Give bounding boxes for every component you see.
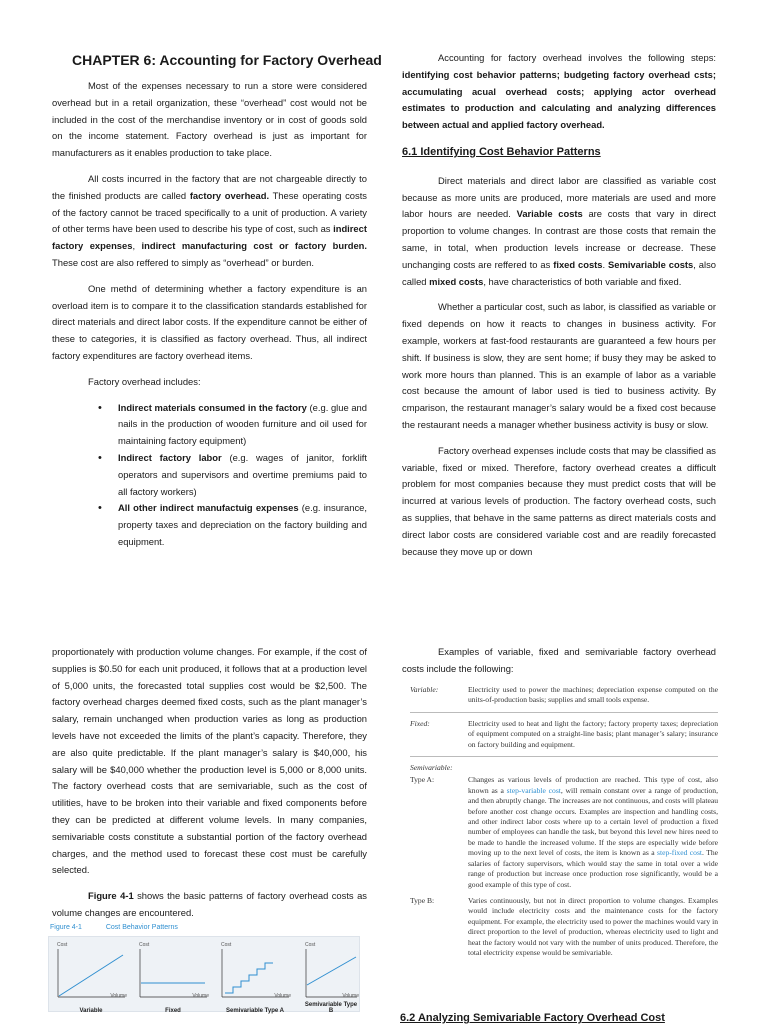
paragraph-classification-method: One methd of determining whether a factory expenditure is an overload item is to compare it to the classification standards established for direct materials and direct labor costs. If the expenditure cannot be either of these to categories, it is classified as factory overhead. Thus, all indirect factory expenditures are factory overhead items. [52, 282, 367, 361]
right-column-top [402, 50, 716, 569]
paragraph-variable-fixed: Direct materials and direct labor are classified as variable cost because as more units are produced, more materials are used and more labor hours are needed. Variable costs are costs that vary in direct proportion to volume changes. In contrast are those costs that remain the same, in total, when production levels increase or decrease. These unchanging costs are reffered to as fixed costs. Semivariable costs, also called mixed costs, have characteristics of both variable and fixed. [402, 174, 717, 287]
divider [410, 712, 718, 713]
paragraph-labor-example: Whether a particular cost, such as labor, is classified as variable or fixed depends on how it reacts to changes in business activity. For example, workers at fast-food restaurants are guaranteed a few hours per shift. If business is slow, they are sent home; if busy they may be asked to work more hours than planned. This is an example of labor as a variable cost because the amount of labor used is tied to business activity. By cmparison, the restaurant manager’s salary would be a fixed cost because the restaurant needs a manager whether business activity is busy or slow. [402, 301, 716, 430]
row-variable [410, 685, 718, 706]
axis-volume-label: Volume [110, 993, 127, 999]
panel-label-fixed: Fixed [165, 1008, 181, 1014]
label-semivariable: Semivariable: [410, 763, 453, 773]
overhead-bullet-list [52, 400, 367, 551]
row-type-a [410, 775, 718, 889]
left-column-bottom [52, 644, 367, 931]
paragraph-figure-reference: Figure 4-1 shows the basic patterns of factory overhead costs as volume changes are encountered. [52, 890, 367, 918]
paragraph-factory-overhead-definition: All costs incurred in the factory that are not chargeable directly to the finished products are called factory overhead. These operating costs of the factory cannot be traced specifically to a unit of production. A variety of other terms have been used to describe his type of cost, such as indirect factory expenses, indirect manufacturing cost or factory burden. These cost are also reffered to simply as “overhead” or burden. [52, 172, 368, 268]
bullet-indirect-labor: • Indirect factory labor (e.g. wages of janitor, forklift operators and supervisors and overtime premiums paid to all factory workers) [88, 450, 367, 500]
panel-semivariable-a [219, 942, 291, 1014]
cost-examples-table [410, 685, 718, 964]
text-fixed: Electricity used to heat and light the factory; factory property taxes; depreciation of equipment computed on a straight-line basis; plant manager’s salary; insurance on factory building and equipment. [468, 718, 718, 749]
axis-cost-label: Cost [57, 942, 68, 948]
figure-caption [50, 924, 200, 931]
figure-title: Cost Behavior Patterns [105, 924, 178, 931]
label-variable: Variable: [410, 685, 439, 694]
label-fixed: Fixed: [410, 718, 430, 728]
left-column-top [52, 78, 367, 551]
panel-label-semivariable-a: Semivariable Type A [225, 1008, 285, 1014]
panel-label-variable: Variable [79, 1008, 103, 1014]
paragraph-examples-intro: Examples of variable, fixed and semivariable factory overhead costs include the following: [402, 646, 716, 674]
panel-semivariable-b [303, 942, 359, 1014]
text-type-b: Varies continuously, but not in direct proportion to volume changes. Examples would include electricity costs and the maintenance costs for the factory equipment. For example, the electricity used to power the machines would vary in direct proportion to the level of production, whereas electricity used to light and heat the factory would not vary with the number of units produced. Therefore, the total electricity expense would be semivariable. [468, 895, 718, 957]
axis-cost-label: Cost [221, 942, 232, 948]
bullet-indirect-materials: • Indirect materials consumed in the factory (e.g. glue and nails in the production of wooden furniture and oil used for maintaining factory equipment) [88, 400, 367, 450]
row-semivariable [410, 763, 718, 773]
cost-behavior-figure [48, 936, 360, 1012]
axis-cost-label: Cost [305, 942, 316, 948]
paragraph-overhead-classification: Factory overhead expenses include costs that may be classified as variable, fixed or mixed. Therefore, factory overhead creates a difficult problem for most companies because they must predict costs that will be incurred at various levels of production. The factory overhead costs, such as supplies, that behave in the same patterns as direct materials costs and direct labor costs are considered variable cost and are readily forecasted because they move up or down [402, 444, 716, 557]
right-column-bottom [402, 644, 716, 687]
paragraph-intro: Most of the expenses necessary to run a store were considered overhead but in a retail organization, these “overhead” cost would not be included in the cost of the merchandise inventory or in cost of goods sold on the income statement. Factory overhead is just as important for manufacturers as it enables production to take place. [52, 80, 367, 159]
bullet-other-expenses: • All other indirect manufactuig expenses (e.g. insurance, property taxes and depreciation on the factory building and equipment. [88, 500, 367, 550]
axis-volume-label: Volume [342, 993, 359, 999]
paragraph-proportional-changes: proportionately with production volume changes. For example, if the cost of supplies is $0.50 for each unit produced, it follows that at a production level of 5,000 units, the forecasted total supplies cost would be $2,500. The factory overhead charges deemed fixed costs, such as the plant manager’s salary, remain unchanged when production varies as long as production levels have not exceeded the limits of the plant’s capacity. Therefore, they are also quite predictable. If the plant manager’s salary is $40,000, his salary will be $40,000 whether the production level is 5,000 or 8,000 units. The factory overhead costs that are semivariable, such as the cost of utilities, have to be broken into their variable and fixed components before they can be predicted at different volume levels. In many companies, semivariable costs constitute a substantial portion of the factory overhead charges, and the method used to forecast these cost must be carefully selected. [52, 646, 367, 876]
row-type-b [410, 896, 718, 958]
axis-volume-label: Volume [192, 993, 209, 999]
row-fixed [410, 719, 718, 750]
panel-fixed [137, 942, 209, 1014]
paragraph-accounting-steps: Accounting for factory overhead involves the following steps: identifying cost behavior patterns; budgeting factory overhead csts; accumulating acual overhead costs; applying actor overhead estimates to production and calculating and analyzing differences between actual and applied factory overhead. [402, 52, 716, 131]
axis-volume-label: Volume [274, 993, 291, 999]
section-heading-6-2: 6.2 Analyzing Semivariable Factory Overhead Cost [400, 1012, 665, 1024]
paragraph-includes-intro: Factory overhead includes: [88, 375, 201, 387]
label-type-a: Type A: [410, 775, 435, 785]
section-heading-6-1: 6.1 Identifying Cost Behavior Patterns [402, 145, 601, 158]
text-variable: Electricity used to power the machines; depreciation expense computed on the units-of-production basis; supplies and small tools expense. [468, 685, 718, 705]
panel-label-semivariable-b: Semivariable Type B [304, 1002, 358, 1014]
text-type-a: Changes as various levels of production are reached. This type of cost, also known as a step-variable cost, will remain constant over a range of production, and then abruptly change. The increases are not continuous, and costs will plateau before another cost change occurs. Examples are inspection and handling costs, and other indirect labor costs where up to a certain level of production a fixed number of employees can handle the task, but beyond this level new hires need to be made to handle the increased volume. If the steps are especially wide before moving up to the next level of costs, the item is known as a step-fixed cost. The salaries of factory supervisors, which would stay the same in total over a wide range of production but increase once production rose significantly, would be a good example of this type of cost. [468, 775, 718, 889]
axis-cost-label: Cost [139, 942, 150, 948]
panel-variable [55, 942, 127, 1014]
figure-number: Figure 4-1 [50, 924, 82, 931]
label-type-b: Type B: [410, 895, 435, 905]
divider [410, 756, 718, 757]
chapter-title: CHAPTER 6: Accounting for Factory Overhead [72, 52, 382, 68]
